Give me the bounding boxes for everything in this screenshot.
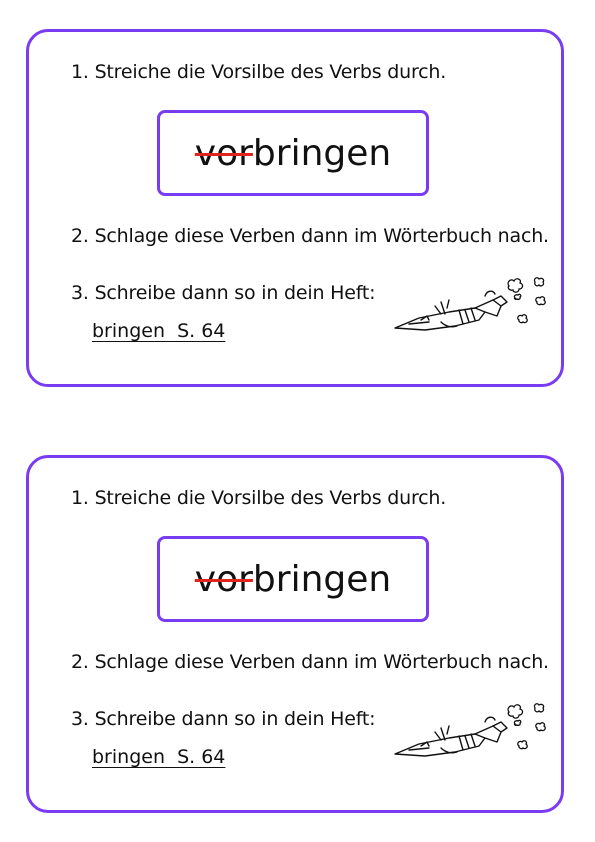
step-1-text: 1. Streiche die Vorsilbe des Verbs durch. [71,487,447,509]
step-3-text: 3. Schreibe dann so in dein Heft: [71,708,376,730]
step-2-text: 2. Schlage diese Verben dann im Wörterbuch nach. [71,225,549,247]
verb-prefix-struck: vor [194,558,253,600]
instruction-card-2 [26,455,564,813]
rocket-illustration-icon [389,272,549,344]
dictionary-reference: bringen S. 64 [92,320,226,342]
rocket-illustration-icon [389,698,549,770]
verb-box [157,536,429,622]
step-3-text: 3. Schreibe dann so in dein Heft: [71,282,376,304]
step-1-text: 1. Streiche die Vorsilbe des Verbs durch. [71,61,447,83]
instruction-card-1 [26,29,564,387]
dictionary-reference: bringen S. 64 [92,746,226,768]
verb-stem: bringen [252,558,392,600]
step-2-text: 2. Schlage diese Verben dann im Wörterbuch nach. [71,651,549,673]
verb-box [157,110,429,196]
verb-stem: bringen [252,132,392,174]
verb-prefix-struck: vor [194,132,253,174]
